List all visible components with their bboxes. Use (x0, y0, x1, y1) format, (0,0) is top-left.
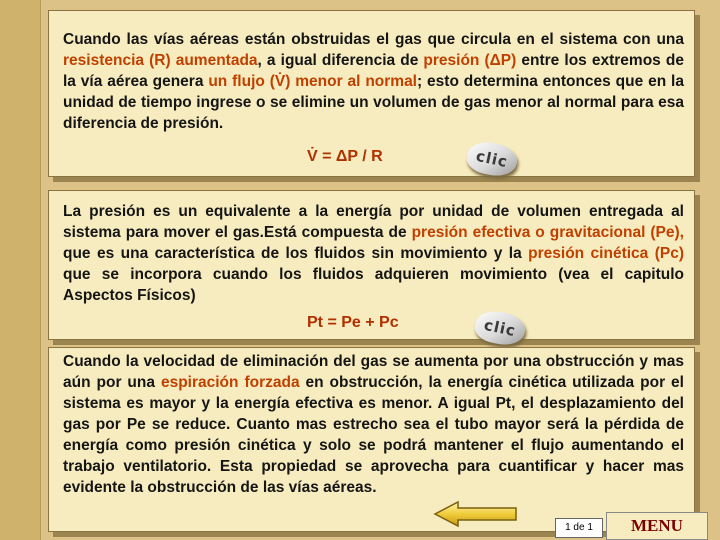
highlight-kinetic-pressure: presión cinética (Pc) (528, 245, 684, 262)
pressure-panel (48, 190, 695, 340)
back-button[interactable] (432, 500, 520, 528)
left-arrow-icon (432, 500, 520, 528)
clic-button-flow[interactable]: clic (464, 138, 520, 180)
text-segment: que se incorpora cuando los fluidos adquieren movimiento (vea el capitulo Aspectos Físicos) (63, 266, 684, 304)
clic-button-pressure[interactable]: clic (472, 307, 528, 349)
highlight-pressure: presión (ΔP) (423, 52, 517, 69)
text-segment: , a igual diferencia de (257, 52, 424, 69)
page-indicator: 1 de 1 (555, 518, 603, 538)
highlight-flow: un flujo (V̇) menor al normal (208, 73, 417, 90)
total-pressure-formula: Pt = Pe + Pc (307, 314, 399, 331)
pressure-text (63, 201, 684, 306)
highlight-forced-expiration: espiración forzada (160, 374, 300, 391)
text-segment: Cuando la velocidad de eliminación del gas se aumenta por una obstrucción y mas aún por una (63, 353, 684, 391)
highlight-effective-pressure: presión efectiva o gravitacional (Pe), (411, 224, 684, 241)
velocity-text (63, 351, 684, 498)
menu-button[interactable]: MENU (606, 512, 708, 540)
airway-obstruction-panel (48, 10, 695, 177)
text-segment: en obstrucción, la energía cinética utilizada por el sistema es mayor y la energía efectiva es menor. A igual Pt, el desplazamiento del gas por Pe se reduce. Cuanto mas estrecho sea el tubo mayor será la pérdida de energía como presión cinética y solo se podrá mantener el flujo aumentando el trabajo ventilatorio. Esta propiedad se aprovecha para cuantificar y hacer mas evidente la obstrucción de las vías aéreas. (63, 374, 684, 496)
text-segment: entre los extremos de la vía aérea genera (63, 52, 684, 90)
text-segment: que es una característica de los fluidos sin movimiento y la (63, 245, 529, 262)
left-decorative-bar (0, 0, 41, 540)
text-segment: ; esto determina entonces que en la unidad de tiempo ingrese o se elimine un volumen de gas menor al normal para esa diferencia de presión. (63, 73, 684, 132)
text-segment: La presión es un equivalente a la energía por unidad de volumen entregada al sistema para mover el gas.Está compuesta de (63, 203, 684, 241)
airway-obstruction-text (63, 29, 684, 134)
flow-formula: V̇ = ΔP / R (307, 148, 383, 165)
highlight-resistance: resistencia (R) aumentada (63, 52, 258, 69)
text-segment: Cuando las vías aéreas están obstruidas el gas que circula en el sistema con una (63, 31, 684, 48)
velocity-panel (48, 347, 695, 532)
